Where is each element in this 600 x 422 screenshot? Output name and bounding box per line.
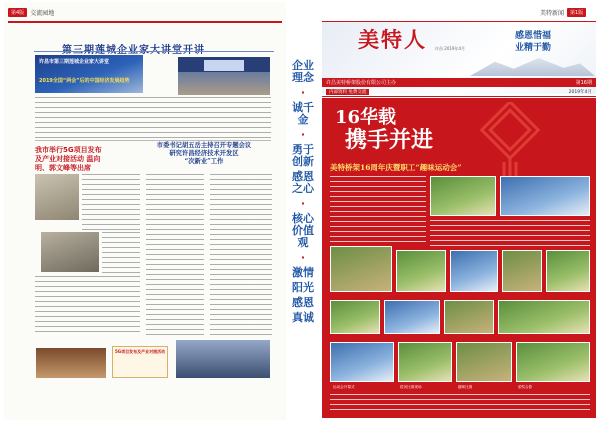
- motto-line1: 感恩惜福: [514, 31, 551, 41]
- event-photo-11: [498, 300, 590, 334]
- publisher-name: 许昌美特桥架股份有限公司主办: [326, 80, 397, 86]
- right-header: [540, 4, 586, 20]
- info-bar: [322, 88, 596, 97]
- photo-caption-1: 运动会开幕式: [333, 385, 355, 389]
- photo-bottom-1: [36, 348, 106, 378]
- event-photo-8: [330, 300, 380, 334]
- photo-caption-4: 颁奖合影: [518, 385, 533, 389]
- slogan-item: 真诚: [292, 311, 314, 324]
- event-photo-10: [444, 300, 494, 334]
- article-text-5g-a: [82, 174, 140, 232]
- slogan-separator: ·: [300, 86, 306, 99]
- publisher-bar: [322, 78, 596, 87]
- event-photo-3: [330, 246, 392, 292]
- article-text-meeting-b: [210, 174, 272, 336]
- newspaper-logo: 美特人: [358, 27, 427, 52]
- slogan-separator: ·: [300, 128, 306, 141]
- feature-text-a: [330, 176, 426, 242]
- slogan-item: 核心价值观: [292, 212, 314, 249]
- article-text-lecture: [35, 97, 271, 139]
- photo-bottom-2: [176, 340, 270, 378]
- issue-date: 2019年4月: [568, 90, 592, 95]
- event-photo-13: [398, 342, 452, 382]
- poster-text: 5G项目发布及产业对接活动: [115, 349, 166, 354]
- photo-caption-3: 趣味比赛: [458, 385, 473, 389]
- motto-line2: 业精于勤: [514, 43, 551, 53]
- event-photo-9: [384, 300, 440, 334]
- vertical-slogan: [289, 60, 317, 416]
- poster-photo: [112, 346, 168, 378]
- article-text-5g-c: [35, 276, 140, 336]
- article-headline-5g: 我市举行5G项目发布及产业对接活动 温向明、郭文峰等出席: [35, 146, 102, 172]
- divider: [35, 140, 271, 141]
- left-page-number: 第4版: [8, 8, 27, 17]
- feature-title-line2: 携手并进: [345, 127, 434, 153]
- meeting-headline-line1: 市委书记胡五岳主持召开专题会议: [156, 142, 252, 149]
- issue-number: 第16期: [575, 80, 592, 86]
- event-photo-2: [500, 176, 590, 216]
- right-section-label: 美特新闻: [540, 9, 565, 17]
- lecture-photo-subcaption: 2019全国“两会”后的中国经济发展趋势: [39, 78, 130, 84]
- slogan-item: 诚千金: [292, 101, 314, 126]
- photo-caption-2: 拔河比赛现场: [400, 385, 422, 389]
- hall-screen: [204, 60, 244, 71]
- section-title-underline: [34, 51, 274, 52]
- internal-tag: 内部资料 免费交流: [326, 89, 369, 95]
- lecture-photo: [35, 55, 143, 93]
- article-headline-meeting: [145, 142, 263, 166]
- meeting-headline-line3: “次新业”工作: [184, 158, 224, 165]
- event-photo-5: [450, 250, 498, 292]
- event-photo-4: [396, 250, 446, 292]
- slogan-item: 企业理念: [292, 59, 314, 84]
- left-header: [8, 4, 54, 20]
- event-photo-7: [546, 250, 590, 292]
- event-photo-15: [516, 342, 590, 382]
- photo-5g-2: [41, 232, 99, 272]
- event-photo-14: [456, 342, 512, 382]
- article-text-meeting-a: [146, 174, 204, 336]
- motto: [483, 30, 583, 54]
- slogan-item: 感恩: [292, 296, 314, 309]
- slogan-separator: ·: [300, 197, 306, 210]
- lecture-photo-caption: 许昌市第三期莲城企业家大讲堂: [39, 59, 110, 65]
- slogan-separator: ·: [300, 251, 306, 264]
- event-photo-6: [502, 250, 542, 292]
- feature-text-b: [430, 220, 590, 246]
- feature-subtitle: 美特桥架16周年庆暨职工“趣味运动会”: [330, 163, 462, 172]
- left-section-label: 交流园地: [30, 9, 55, 17]
- feature-title-line1: 16华载: [335, 107, 397, 128]
- left-header-rule: [8, 21, 282, 23]
- slogan-item: 感恩之心: [292, 170, 314, 195]
- article-text-5g-b: [102, 232, 140, 276]
- right-page-number: 第1版: [567, 8, 586, 17]
- hall-photo: [178, 57, 270, 95]
- feature-title: [335, 108, 433, 152]
- slogan-item: 阳光: [292, 281, 314, 294]
- photo-5g-1: [35, 174, 79, 220]
- slogan-item: 勇于创新: [292, 143, 314, 168]
- meeting-headline-line2: 研究许昌经济技术开发区: [169, 150, 239, 157]
- slogan-item: 激情: [292, 266, 314, 279]
- section-title: [62, 41, 262, 56]
- feature-text-c: [330, 394, 590, 414]
- edition-label: 许昌 2019年4月: [435, 46, 465, 51]
- event-photo-12: [330, 342, 394, 382]
- event-photo-1: [430, 176, 496, 216]
